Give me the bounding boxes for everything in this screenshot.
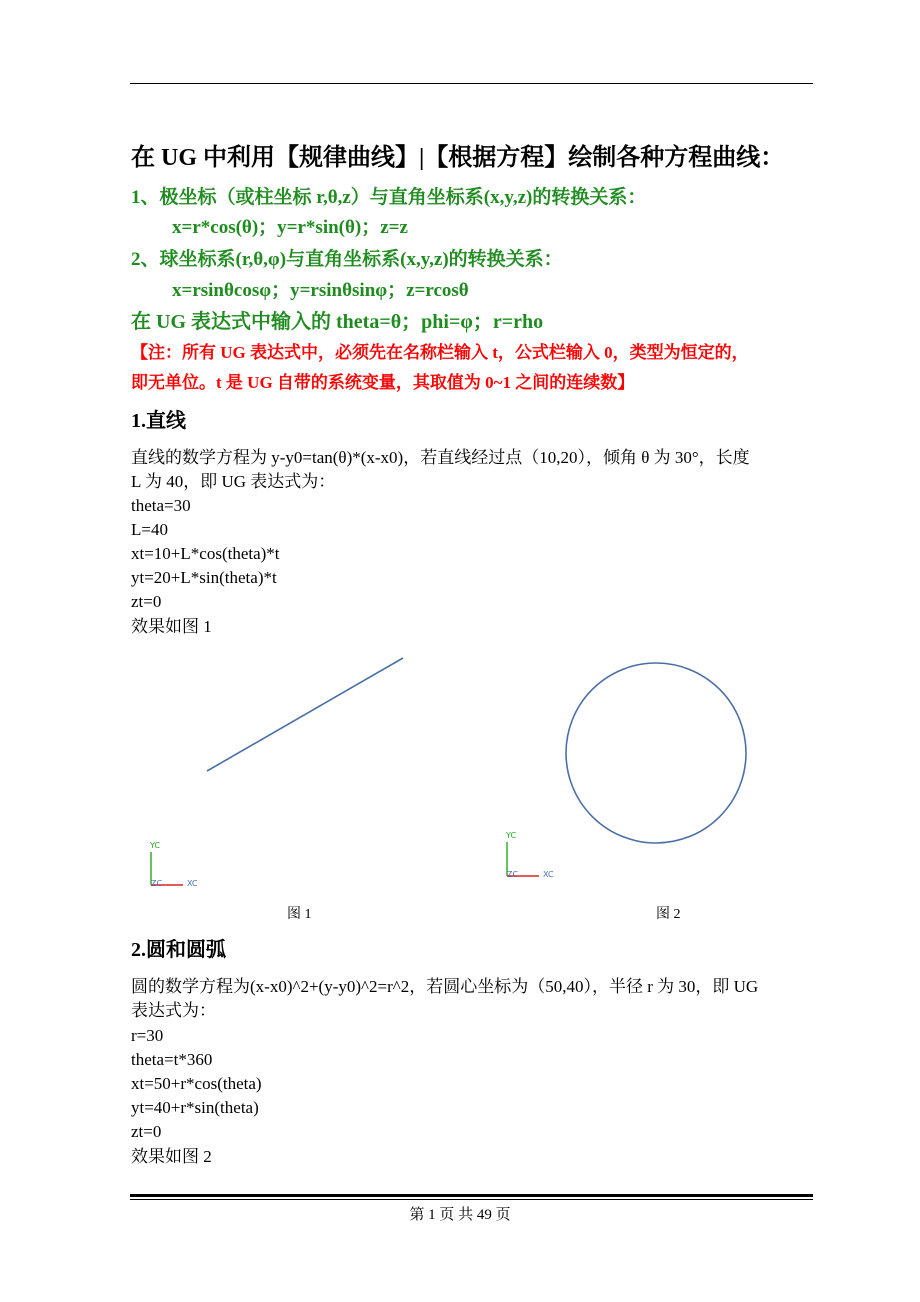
fig2-yc-label: YC bbox=[506, 831, 517, 840]
section1-code-4: yt=20+L*sin(theta)*t bbox=[131, 568, 277, 587]
page-heading: 在 UG 中利用【规律曲线】|【根据方程】绘制各种方程曲线： bbox=[131, 145, 785, 171]
section1-code-5: zt=0 bbox=[131, 592, 162, 611]
section2-code-4: yt=40+r*sin(theta) bbox=[131, 1098, 259, 1117]
intro-line-3: 2、球坐标系(r,θ,φ)与直角坐标系(x,y,z)的转换关系： bbox=[131, 249, 563, 270]
section1-effect: 效果如图 1 bbox=[131, 617, 212, 636]
section2-desc-1: 圆的数学方程为(x-x0)^2+(y-y0)^2=r^2，若圆心坐标为（50,40），半径 r 为 30，即 UG bbox=[131, 977, 759, 996]
section1-code-3: xt=10+L*cos(theta)*t bbox=[131, 544, 280, 563]
section2-code-5: zt=0 bbox=[131, 1122, 162, 1141]
section1-code-1: theta=30 bbox=[131, 496, 191, 515]
section2-effect: 效果如图 2 bbox=[131, 1147, 212, 1166]
note-line-2: 即无单位。t 是 UG 自带的系统变量，其取值为 0~1 之间的连续数】 bbox=[131, 373, 635, 392]
section2-desc-2: 表达式为： bbox=[131, 1001, 216, 1020]
section1-desc-1: 直线的数学方程为 y-y0=tan(θ)*(x-x0)，若直线经过点（10,20），倾角 θ 为 30°，长度 bbox=[131, 448, 750, 467]
intro-line-4: x=rsinθcosφ；y=rsinθsinφ；z=rcosθ bbox=[172, 280, 469, 301]
fig1-zc-label: ZC bbox=[151, 879, 163, 888]
fig1-xc-label: XC bbox=[187, 879, 198, 888]
fig2-circle bbox=[566, 663, 746, 843]
fig2-caption: 图 2 bbox=[656, 907, 681, 922]
section2-code-1: r=30 bbox=[131, 1026, 164, 1045]
fig2-zc-label: ZC bbox=[507, 870, 519, 879]
section1-title: 1.直线 bbox=[131, 410, 186, 432]
note-line-1: 【注：所有 UG 表达式中，必须先在名称栏输入 t，公式栏输入 0，类型为恒定的， bbox=[131, 343, 749, 362]
section2-code-2: theta=t*360 bbox=[131, 1050, 213, 1069]
footer-rule-thick bbox=[130, 1194, 813, 1197]
intro-line-2: x=r*cos(θ)；y=r*sin(θ)；z=z bbox=[172, 217, 408, 238]
page-number: 第 1 页 共 49 页 bbox=[409, 1207, 511, 1223]
section2-code-3: xt=50+r*cos(theta) bbox=[131, 1074, 262, 1093]
fig2-xc-label: XC bbox=[543, 870, 554, 879]
intro-line-1: 1、极坐标（或柱坐标 r,θ,z）与直角坐标系(x,y,z)的转换关系： bbox=[131, 187, 647, 208]
section2-title: 2.圆和圆弧 bbox=[131, 939, 226, 961]
section1-desc-2: L 为 40，即 UG 表达式为： bbox=[131, 472, 336, 491]
fig1-line bbox=[207, 658, 403, 771]
fig1-yc-label: YC bbox=[150, 841, 161, 850]
fig1-caption: 图 1 bbox=[287, 907, 312, 922]
footer-rule-thin bbox=[130, 1199, 813, 1200]
intro-line-5: 在 UG 表达式中输入的 theta=θ；phi=φ；r=rho bbox=[131, 311, 544, 333]
section1-code-2: L=40 bbox=[131, 520, 168, 539]
